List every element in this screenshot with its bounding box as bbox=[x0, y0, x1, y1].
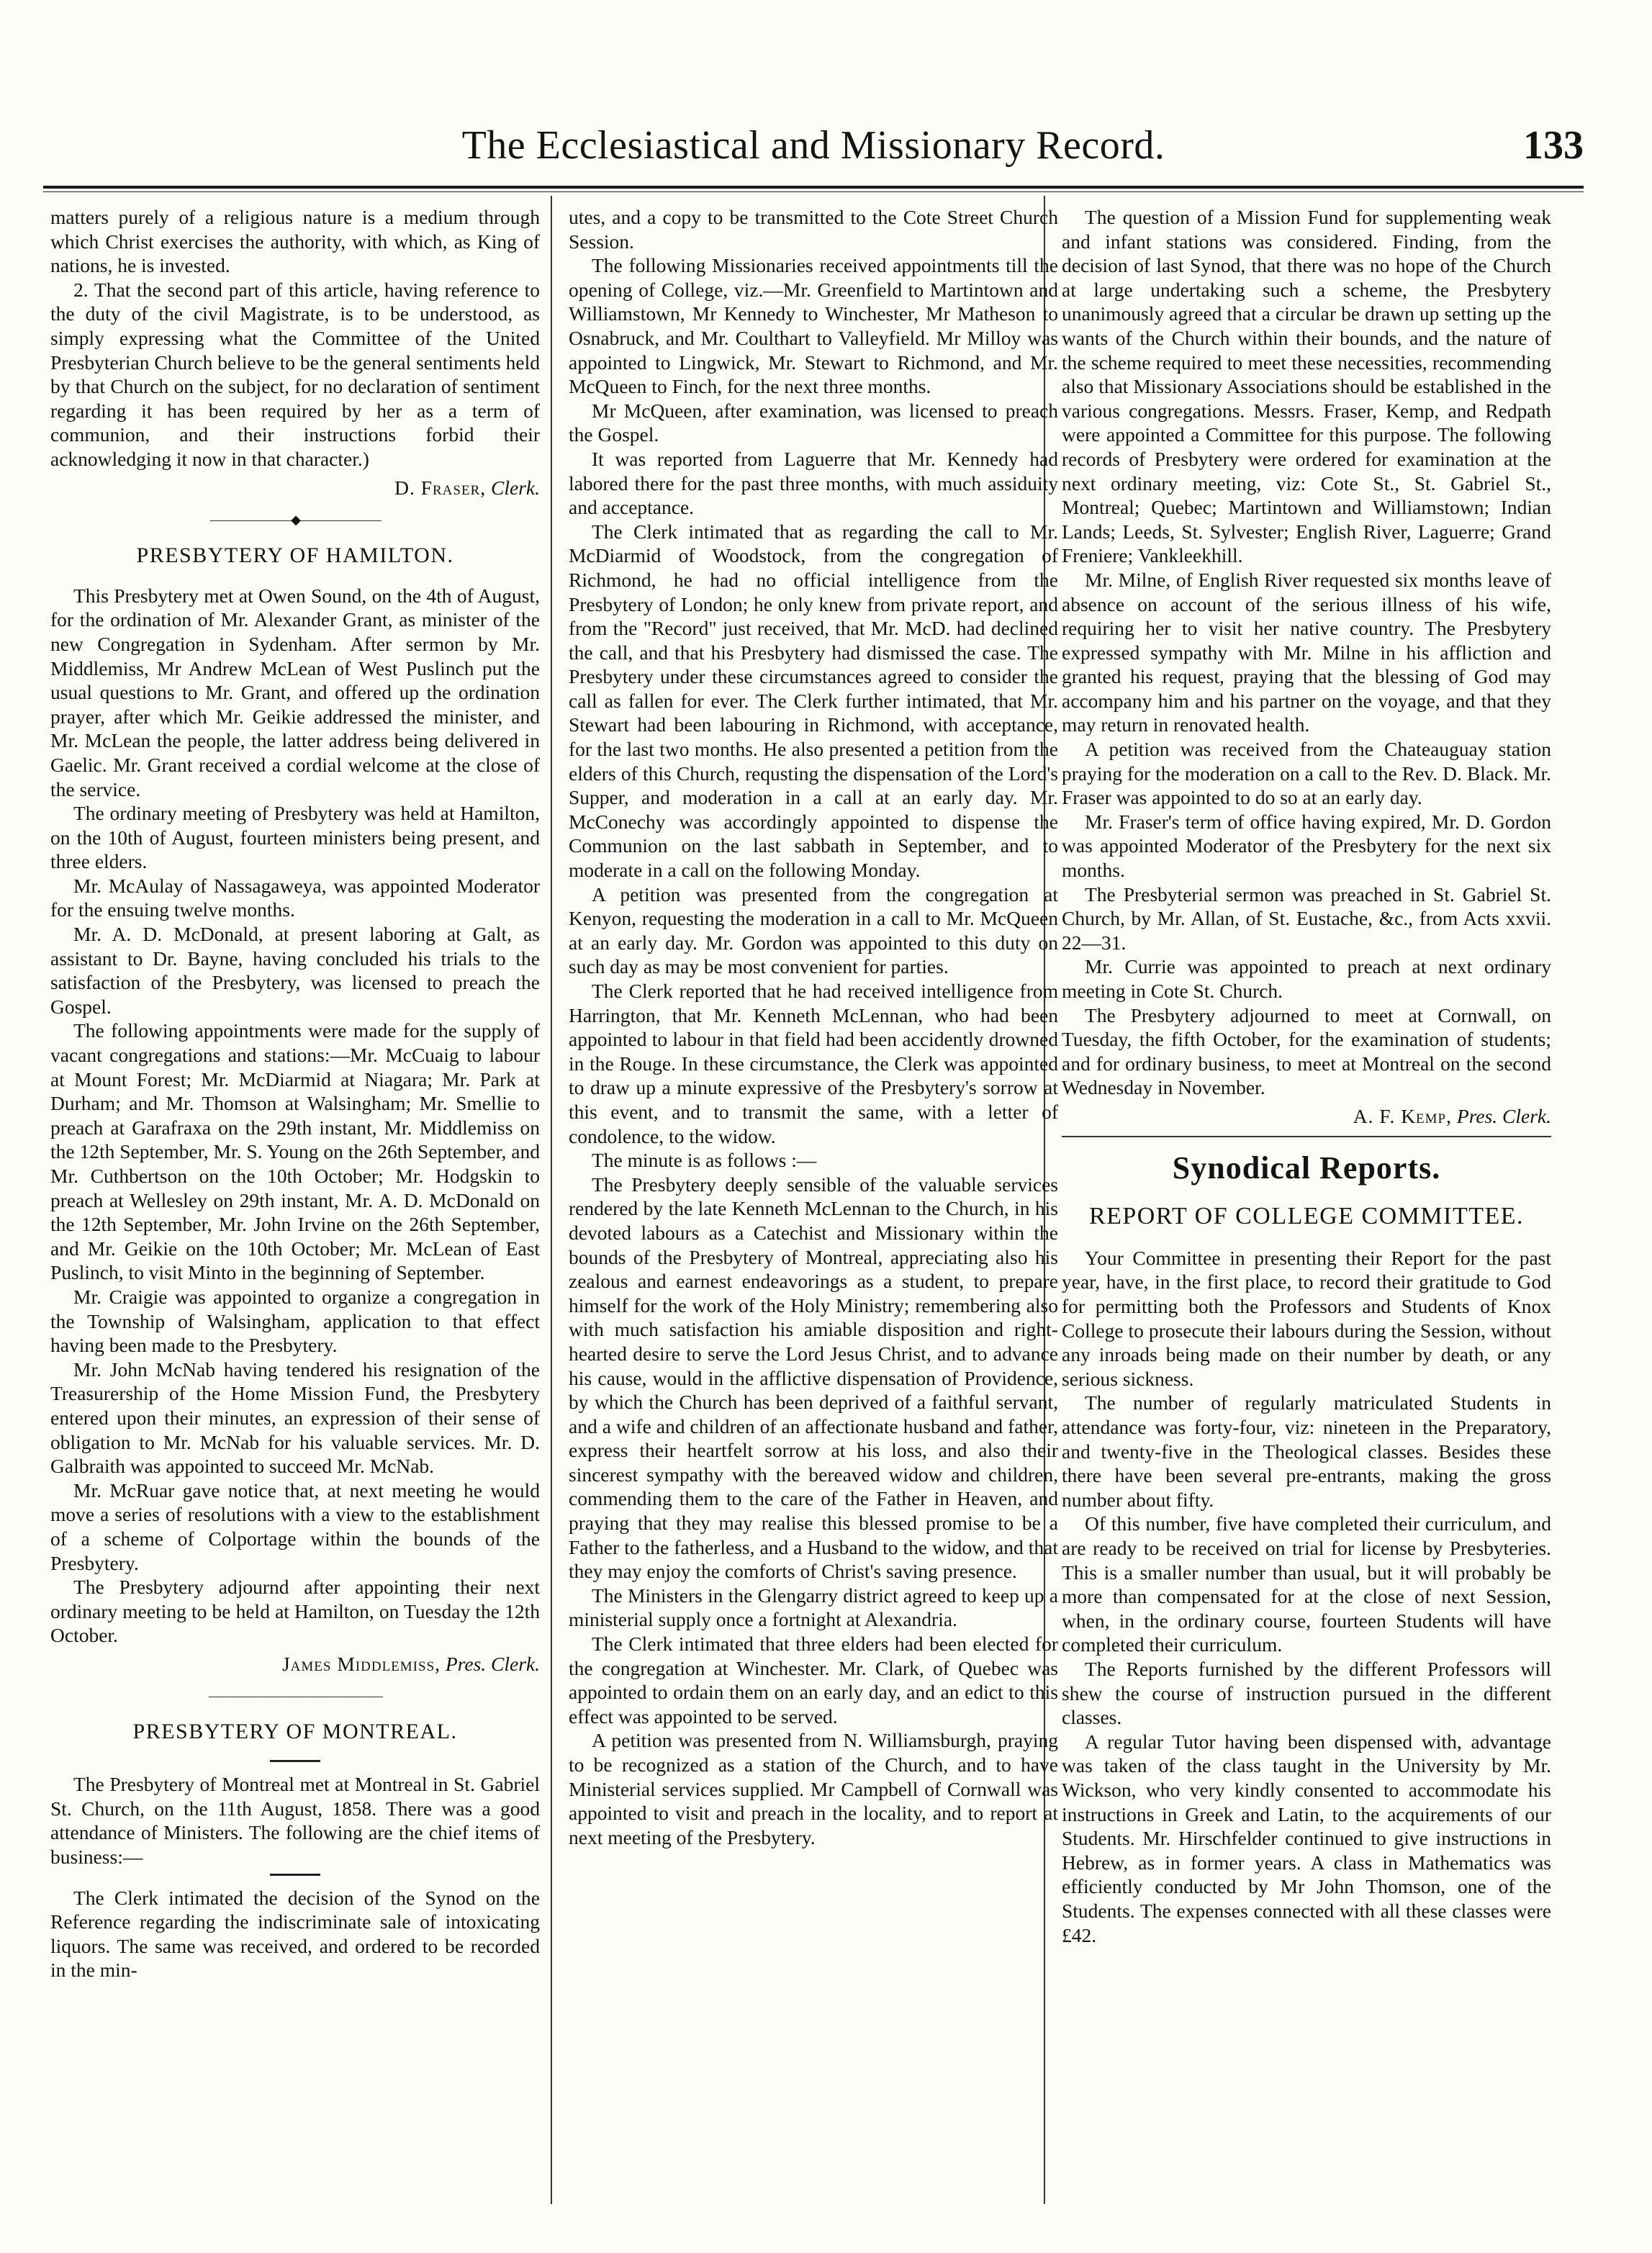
paragraph: Mr. McRuar gave notice that, at next meeting he would move a series of resolutions with a view to the establishment of a scheme of Colportage within the bounds of the Presbytery. bbox=[50, 1478, 540, 1574]
paragraph: The number of regularly matriculated Students in attendance was forty-four, viz: nineteen in the Preparatory, and twenty-five in the Theological classes. Besides these there have been several pre-entrants, making the gross number about fifty. bbox=[1062, 1391, 1551, 1511]
paragraph: The following Missionaries received appointments till the opening of College, viz.—Mr. Greenfield to Martintown and Williamstown, Mr Kennedy to Winchester, Mr Matheson to Osnabruck, and Mr. Coulthart to Valleyfield. Mr Milloy was appointed to Lingwick, Mr. Stewart to Richmond, and Mr. McQueen to Finch, for the next three months. bbox=[569, 254, 1058, 398]
paragraph: Mr. Craigie was appointed to organize a congregation in the Township of Walsingham, application to that effect having been made to the Presbytery. bbox=[50, 1285, 540, 1357]
paragraph: Mr. Milne, of English River requested six months leave of absence on account of the serious illness of his wife, requiring her to visit her native country. The Presbytery expressed sympathy with Mr. Milne in his affliction and granted his request, praying that the blessing of God may accompany him and his partner on the voyage, and that they may return in renovated health. bbox=[1062, 568, 1551, 736]
signature-role: Pres. Clerk. bbox=[445, 1652, 540, 1675]
paragraph: Mr. Fraser's term of office having expired, Mr. D. Gordon was appointed Moderator of the Presbytery for the next six months. bbox=[1062, 810, 1551, 882]
paragraph: The minute is as follows :— bbox=[592, 1149, 817, 1172]
section-heading-synodical: Synodical Reports. bbox=[1172, 1150, 1441, 1186]
paragraph: The Clerk intimated that three elders had been elected for the congregation at Winchester. Mr. Clark, of Quebec was appointed to ordain them on an early day, and an edict to this effect was appointed to be served. bbox=[569, 1633, 1058, 1728]
paragraph: Mr McQueen, after examination, was licensed to preach the Gospel. bbox=[569, 399, 1058, 446]
paragraph: The Presbyterial sermon was preached in St. Gabriel St. Church, by Mr. Allan, of St. Eustache, &c., from Acts xxvii. 22—31. bbox=[1062, 882, 1551, 954]
short-rule bbox=[270, 1760, 320, 1762]
running-title: The Ecclesiastical and Missionary Record. bbox=[461, 123, 1165, 168]
signature-name: A. F. Kemp, bbox=[1353, 1104, 1453, 1127]
paragraph: matters purely of a religious nature is a medium through which Christ exercises the authority, with which, as King of nations, he is invested. bbox=[50, 206, 540, 277]
paragraph: Mr. A. D. McDonald, at present laboring at Galt, as assistant to Dr. Bayne, having concluded his trials to the satisfaction of the Presbytery, was licensed to preach the Gospel. bbox=[50, 923, 540, 1018]
paragraph: utes, and a copy to be transmitted to the Cote Street Church Session. bbox=[569, 206, 1058, 253]
paragraph: The Clerk reported that he had received intelligence from Harrington, that Mr. Kenneth McLennan, who had been appointed to labour in that field had been accidently drowned in the Rouge. In these circumstance, the Clerk was appointed to draw up a minute expressive of the Presbytery's sorrow at this event, and to transmit the same, with a letter of condolence, to the widow. bbox=[569, 980, 1058, 1147]
ornament-rule: ———————◆——————— bbox=[210, 513, 380, 528]
paragraph: The Presbytery adjourned to meet at Cornwall, on Tuesday, the fifth October, for the examination of students; and for ordinary business, to meet at Montreal on the second Wednesday in November. bbox=[1062, 1003, 1551, 1099]
short-rule bbox=[270, 1874, 320, 1876]
page-number: 133 bbox=[1523, 123, 1584, 168]
signature-kemp bbox=[1062, 1104, 1551, 1129]
paragraph: The ordinary meeting of Presbytery was held at Hamilton, on the 10th of August, fourteen ministers being present, and three elders. bbox=[50, 802, 540, 873]
signature-name: D. Fraser, bbox=[394, 476, 487, 499]
section-heading-montreal: PRESBYTERY OF MONTREAL. bbox=[132, 1720, 458, 1744]
paragraph: The Ministers in the Glengarry district agreed to keep up a ministerial supply once a fortnight at Alexandria. bbox=[569, 1584, 1058, 1631]
paragraph: This Presbytery met at Owen Sound, on the 4th of August, for the ordination of Mr. Alexander Grant, as minister of the new Congregation in Sydenham. After sermon by Mr. Middlemiss, Mr Andrew McLean of West Puslinch put the usual questions to Mr. Grant, and offered up the ordination prayer, after which Mr. Geikie addressed the minister, and Mr. McLean the people, the latter address being delivered in Gaelic. Mr. Grant received a cordial welcome at the close of the service. bbox=[50, 584, 540, 800]
signature-name: James Middlemiss, bbox=[281, 1652, 441, 1675]
column-left bbox=[50, 205, 540, 1982]
paragraph: The Clerk intimated that as regarding the call to Mr. McDiarmid of Woodstock, from the congregation of Richmond, he had no official intelligence from the Presbytery of London; he only knew from private report, and from the "Record" just received, that Mr. McD. had declined the call, and that his Presbytery had dismissed the case. The Presbytery under these circumstances agreed to consider the call as fallen for ever. The Clerk further intimated, that Mr. Stewart had been labouring in Richmond, with acceptance, for the last two months. He also presented a petition from the elders of this Church, requsting the dispensation of the Lord's Supper, and moderation in a call at an early day. Mr. McConechy was accordingly appointed to dispense the Communion on the last sabbath in September, and to moderate in a call on the following Monday. bbox=[569, 520, 1058, 882]
paragraph: The following appointments were made for the supply of vacant congregations and stations:—Mr. McCuaig to labour at Mount Forest; Mr. McDiarmid at Niagara; Mr. Park at Durham; and Mr. Thomson at Walsingham; Mr. Smellie to preach at Garafraxa on the 29th instant, Mr. Middlemiss on the 12th September, Mr. S. Young on the 26th September, and Mr. Cuthbertson on the 10th October; Mr. Hodgskin to preach at Wellesley on 29th instant, Mr. A. D. McDonald on the 12th September, Mr. John Irvine on the 26th September, and Mr. Geikie on the 10th October; Mr. McLean of East Puslinch, to visit Minto in the beginning of September. bbox=[50, 1019, 540, 1284]
paragraph: A petition was presented from the congregation at Kenyon, requesting the moderation in a call to Mr. McQueen at an early day. Mr. Gordon was appointed to this duty on such day as may be most convenient for parties. bbox=[569, 882, 1058, 978]
signature-fraser bbox=[50, 476, 540, 500]
divider-rule bbox=[1062, 1136, 1551, 1137]
section-heading-hamilton: PRESBYTERY OF HAMILTON. bbox=[136, 543, 454, 568]
column-divider bbox=[551, 196, 552, 2204]
paragraph: The Presbytery of Montreal met at Montreal in St. Gabriel St. Church, on the 11th August, 1858. There was a good attendance of Ministers. The following are the chief items of business:— bbox=[50, 1773, 540, 1868]
signature-role: Pres. Clerk. bbox=[1456, 1104, 1551, 1127]
section-heading-college: REPORT OF COLLEGE COMMITTEE. bbox=[1088, 1203, 1525, 1230]
column-right bbox=[1062, 205, 1551, 1947]
header-rule bbox=[43, 186, 1584, 189]
paragraph: Mr. McAulay of Nassagaweya, was appointed Moderator for the ensuing twelve months. bbox=[50, 874, 540, 921]
paragraph: Mr. Currie was appointed to preach at next ordinary meeting in Cote St. Church. bbox=[1062, 955, 1551, 1002]
paragraph: A regular Tutor having been dispensed with, advantage was taken of the class taught in the University by Mr. Wickson, who very kindly consented to accommodate his instructions in Greek and Latin, to the acquirements of our Students. Mr. Hirschfelder continued to give instructions in Hebrew, as in former years. A class in Mathematics was efficiently conducted by Mr John Thomson, one of the Students. The expenses connected with all these classes were £42. bbox=[1062, 1730, 1551, 1946]
paragraph: Mr. John McNab having tendered his resignation of the Treasurership of the Home Mission Fund, the Presbytery entered upon their minutes, an expression of their sense of obligation to Mr. McNab for his valuable services. Mr. D. Galbraith was appointed to succeed Mr. McNab. bbox=[50, 1358, 540, 1478]
signature-middlemiss bbox=[50, 1652, 540, 1676]
paragraph: Your Committee in presenting their Report for the past year, have, in the first place, to record their gratitude to God for permitting both the Professors and Students of Knox College to prosecute their labours during the Session, without any inroads being made on their number by death, or any serious sickness. bbox=[1062, 1246, 1551, 1390]
paragraph: It was reported from Laguerre that Mr. Kennedy had labored there for the past three months, with much assiduity and acceptance. bbox=[569, 447, 1058, 519]
header-rule-thin bbox=[43, 191, 1584, 192]
paragraph: A petition was received from the Chateauguay station praying for the moderation on a call to the Rev. D. Black. Mr. Fraser was appointed to do so at an early day. bbox=[1062, 738, 1551, 809]
paragraph: The Clerk intimated the decision of the Synod on the Reference regarding the indiscriminate sale of intoxicating liquors. The same was received, and ordered to be recorded in the min- bbox=[50, 1886, 540, 1982]
paragraph: The Reports furnished by the different Professors will shew the course of instruction pursued in the different classes. bbox=[1062, 1657, 1551, 1729]
column-middle bbox=[569, 205, 1058, 1849]
paragraph: A petition was presented from N. Williamsburgh, praying to be recognized as a station of the Church, and to have Ministerial services supplied. Mr Campbell of Cornwall was appointed to visit and preach in the locality, and to report at next meeting of the Presbytery. bbox=[569, 1729, 1058, 1848]
signature-role: Clerk. bbox=[491, 476, 540, 499]
paragraph: The Presbytery deeply sensible of the valuable services rendered by the late Kenneth McLennan to the Church, in his devoted labours as a Catechist and Missionary within the bounds of the Presbytery of Montreal, appreciating also his zealous and earnest endeavorings as a student, to prepare himself for the work of the Holy Ministry; remembering also with much satisfaction his amiable disposition and right-hearted desire to serve the Lord Jesus Christ, and to advance his cause, would in the afflictive dispensation of Providence, by which the Church has been deprived of a faithful servant, and a wife and children of an affectionate husband and father, express their heartfelt sorrow at his loss, and also their sincerest sympathy with the bereaved widow and children, commending them to the care of the Father in Heaven, and praying that they may realise this blessed promise to be a Father to the fatherless, and a Husband to the widow, and that they may enjoy the comforts of Christ's saving presence. bbox=[569, 1173, 1058, 1583]
paragraph: The question of a Mission Fund for supplementing weak and infant stations was considered. Finding, from the decision of last Synod, that there was no hope of the Church at large undertaking such a scheme, the Presbytery unanimously agreed that a circular be drawn up setting up the wants of the Church within their bounds, and the nature of the scheme required to meet these necessities, recommending also that Missionary Associations should be established in the various congregations. Messrs. Fraser, Kemp, and Redpath were appointed a Committee for this purpose. The following records of Presbytery were ordered for examination at the next ordinary meeting, viz: Cote St., St. Gabriel St., Montreal; Quebec; Martintown and Williamstown; Indian Lands; Leeds, St. Sylvester; English River, Laguerre; Grand Freniere; Vankleekhill. bbox=[1062, 206, 1551, 567]
page-header bbox=[43, 108, 1584, 180]
ornament-rule: ——————————————— bbox=[209, 1689, 382, 1704]
paragraph: 2. That the second part of this article, having reference to the duty of the civil Magistrate, is to be understood, as simply expressing what the Committee of the United Presbyterian Church believe to be the general sentiments held by that Church on the subject, for no declaration of sentiment regarding it has been required by her as a term of communion, and their instructions forbid their acknowledging it now in that character.) bbox=[50, 278, 540, 470]
paragraph: The Presbytery adjournd after appointing their next ordinary meeting to be held at Hamilton, on Tuesday the 12th October. bbox=[50, 1576, 540, 1647]
paragraph: Of this number, five have completed their curriculum, and are ready to be received on trial for license by Presbyteries. This is a smaller number than usual, but it will probably be more than compensated for at the close of next Session, when, in the ordinary course, fourteen Students will have completed their curriculum. bbox=[1062, 1512, 1551, 1656]
